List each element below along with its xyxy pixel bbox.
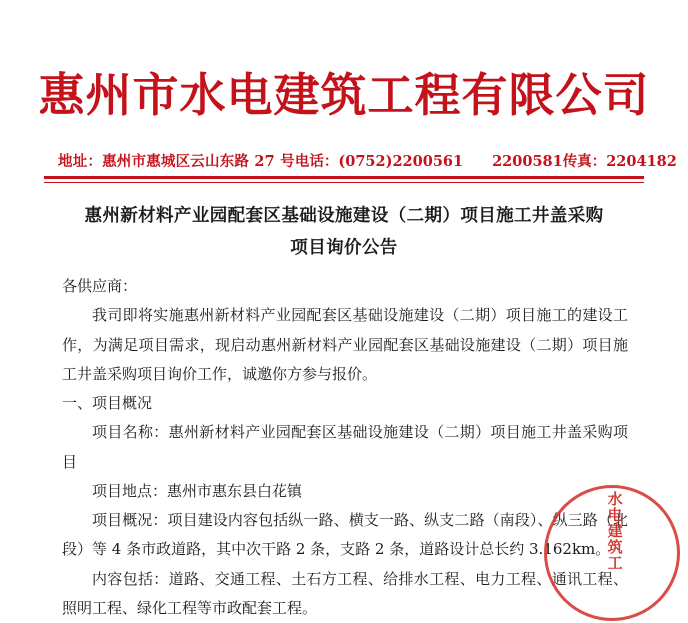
document-title-line2: 项目询价公告	[60, 232, 628, 264]
field-project-name	[62, 418, 628, 477]
document-title-line1: 惠州新材料产业园配套区基础设施建设（二期）项目施工井盖采购	[60, 200, 628, 232]
address-block	[58, 150, 295, 171]
field-project-site-value: 惠州市惠东县白花镇	[167, 482, 302, 500]
phone-block	[295, 150, 563, 171]
field-project-overview-value: 项目建设内容包括纵一路、横支一路、纵支二路（南段）、纵三路（北段）等 4 条市政道路，其中次干路 2 条，支路 2 条，道路设计总长约 3.162km。	[62, 511, 628, 558]
section-heading-project-overview: 一、项目概况	[62, 389, 628, 418]
company-seal-text-column: 水电建筑工	[605, 491, 622, 571]
phone-label: 电话：	[295, 153, 339, 170]
company-seal-text	[574, 491, 654, 575]
intro-paragraph: 我司即将实施惠州新材料产业园配套区基础设施建设（二期）项目施工的建设工作，为满足项目需求，现启动惠州新材料产业园配套区基础设施建设（二期）项目施工井盖采购项目询价工作，诚邀你方参与报价。	[62, 301, 628, 389]
fax-label: 传真：	[563, 153, 607, 170]
field-project-overview-label: 项目概况：	[92, 511, 168, 529]
letterhead-divider-thin	[44, 182, 644, 183]
field-project-name-value: 惠州新材料产业园配套区基础设施建设（二期）项目施工井盖采购项目	[62, 423, 628, 470]
field-project-site-label: 项目地点：	[92, 482, 167, 500]
address-label: 地址：	[58, 153, 102, 170]
document-body	[62, 272, 628, 623]
letterhead-contact-row	[58, 150, 630, 171]
letterhead-divider-thick	[44, 176, 644, 179]
company-name: 惠州市水电建筑工程有限公司	[0, 70, 688, 121]
field-project-content-label: 内容包括：	[92, 570, 169, 588]
document-title	[60, 200, 628, 265]
letterhead	[0, 70, 688, 121]
phone-value: (0752)2200561 2200581	[338, 153, 562, 170]
field-project-content	[62, 565, 628, 623]
fax-block	[563, 150, 677, 171]
salutation: 各供应商：	[62, 272, 628, 301]
fax-value: 2204182	[606, 153, 677, 170]
field-project-name-label: 项目名称：	[92, 423, 169, 441]
field-project-site	[62, 477, 628, 506]
address-value: 惠州市惠城区云山东路 27 号	[102, 153, 295, 170]
field-project-content-value: 道路、交通工程、土石方工程、给排水工程、电力工程、通讯工程、照明工程、绿化工程等市政配套工程。	[62, 570, 628, 617]
